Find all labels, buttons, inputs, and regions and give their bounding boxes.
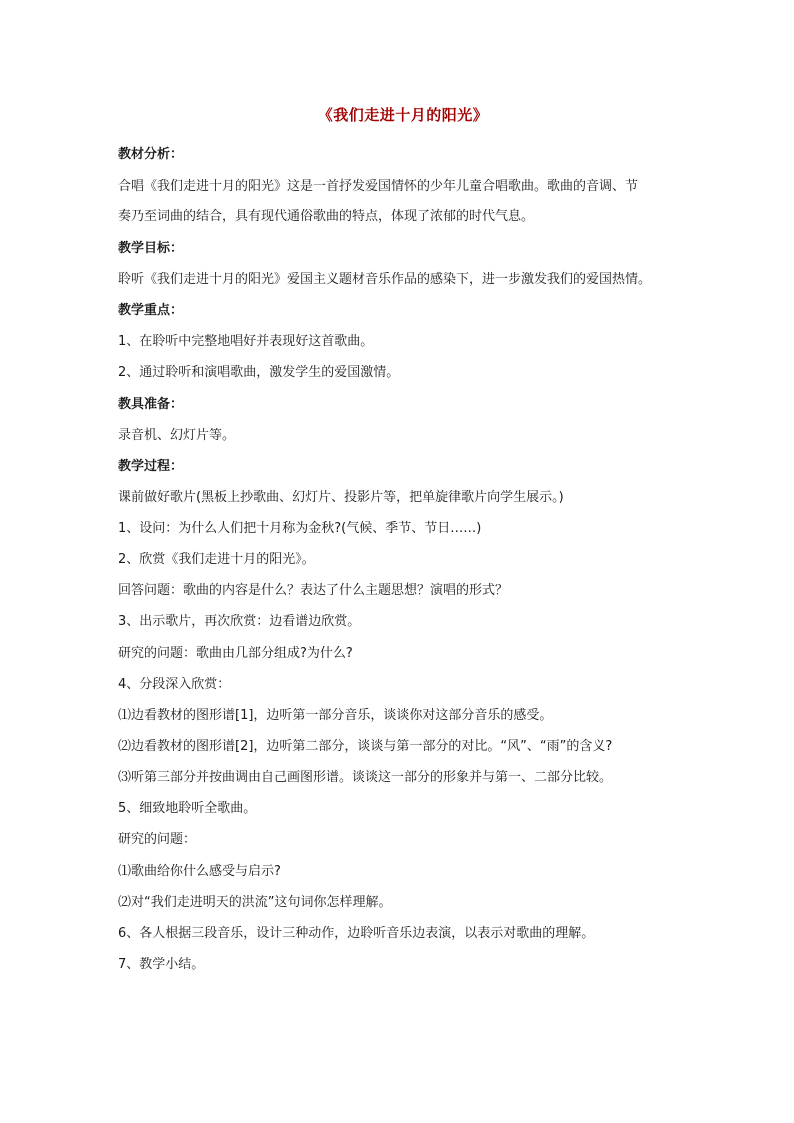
section-heading-materials: 教具准备： [118, 397, 184, 412]
paragraph-line: 研究的问题：歌曲由几部分组成?为什么? [118, 646, 353, 661]
paragraph-line: 课前做好歌片(黑板上抄歌曲、幻灯片、投影片等，把单旋律歌片向学生展示。) [118, 490, 564, 505]
section-heading-key-points: 教学重点： [118, 303, 184, 318]
list-item: 2、通过聆听和演唱歌曲，激发学生的爱国激情。 [118, 365, 400, 380]
list-item: ⑵边看教材的图形谱[2]，边听第二部分，谈谈与第一部分的对比。“风”、“雨”的含义? [118, 739, 613, 754]
paragraph-line: 研究的问题： [118, 832, 197, 847]
document-title: 《我们走进十月的阳光》 [317, 106, 489, 124]
list-item: ⑵对“我们走进明天的洪流”这句词你怎样理解。 [118, 895, 392, 910]
list-item: ⑶听第三部分并按曲调由自己画图形谱。谈谈这一部分的形象并与第一、二部分比较。 [118, 770, 613, 785]
list-item: 1、设问：为什么人们把十月称为金秋?(气候、季节、节日……) [118, 521, 482, 536]
list-item: ⑴边看教材的图形谱[1]，边听第一部分音乐，谈谈你对这部分音乐的感受。 [118, 708, 553, 723]
list-item: 7、教学小结。 [118, 957, 205, 972]
list-item: 4、分段深入欣赏： [118, 677, 231, 692]
list-item: ⑴歌曲给你什么感受与启示? [118, 864, 281, 879]
paragraph-line: 聆听《我们走进十月的阳光》爱国主义题材音乐作品的感染下，进一步激发我们的爱国热情。 [118, 272, 652, 287]
paragraph-line: 合唱《我们走进十月的阳光》这是一首抒发爱国情怀的少年儿童合唱歌曲。歌曲的音调、节 [118, 179, 639, 194]
paragraph-line: 奏乃至词曲的结合，具有现代通俗歌曲的特点，体现了浓郁的时代气息。 [118, 209, 535, 224]
section-heading-analysis: 教材分析： [118, 147, 184, 162]
paragraph-line: 回答问题：歌曲的内容是什么？表达了什么主题思想？演唱的形式？ [118, 583, 509, 598]
list-item: 3、出示歌片，再次欣赏：边看谱边欣赏。 [118, 614, 361, 629]
paragraph-line: 录音机、幻灯片等。 [118, 428, 236, 443]
list-item: 5、细致地聆听全歌曲。 [118, 801, 257, 816]
section-heading-process: 教学过程： [118, 459, 184, 474]
list-item: 1、在聆听中完整地唱好并表现好这首歌曲。 [118, 334, 374, 349]
list-item: 6、各人根据三段音乐，设计三种动作，边聆听音乐边表演，以表示对歌曲的理解。 [118, 926, 595, 941]
list-item: 2、欣赏《我们走进十月的阳光》。 [118, 552, 315, 567]
section-heading-objectives: 教学目标： [118, 241, 184, 256]
